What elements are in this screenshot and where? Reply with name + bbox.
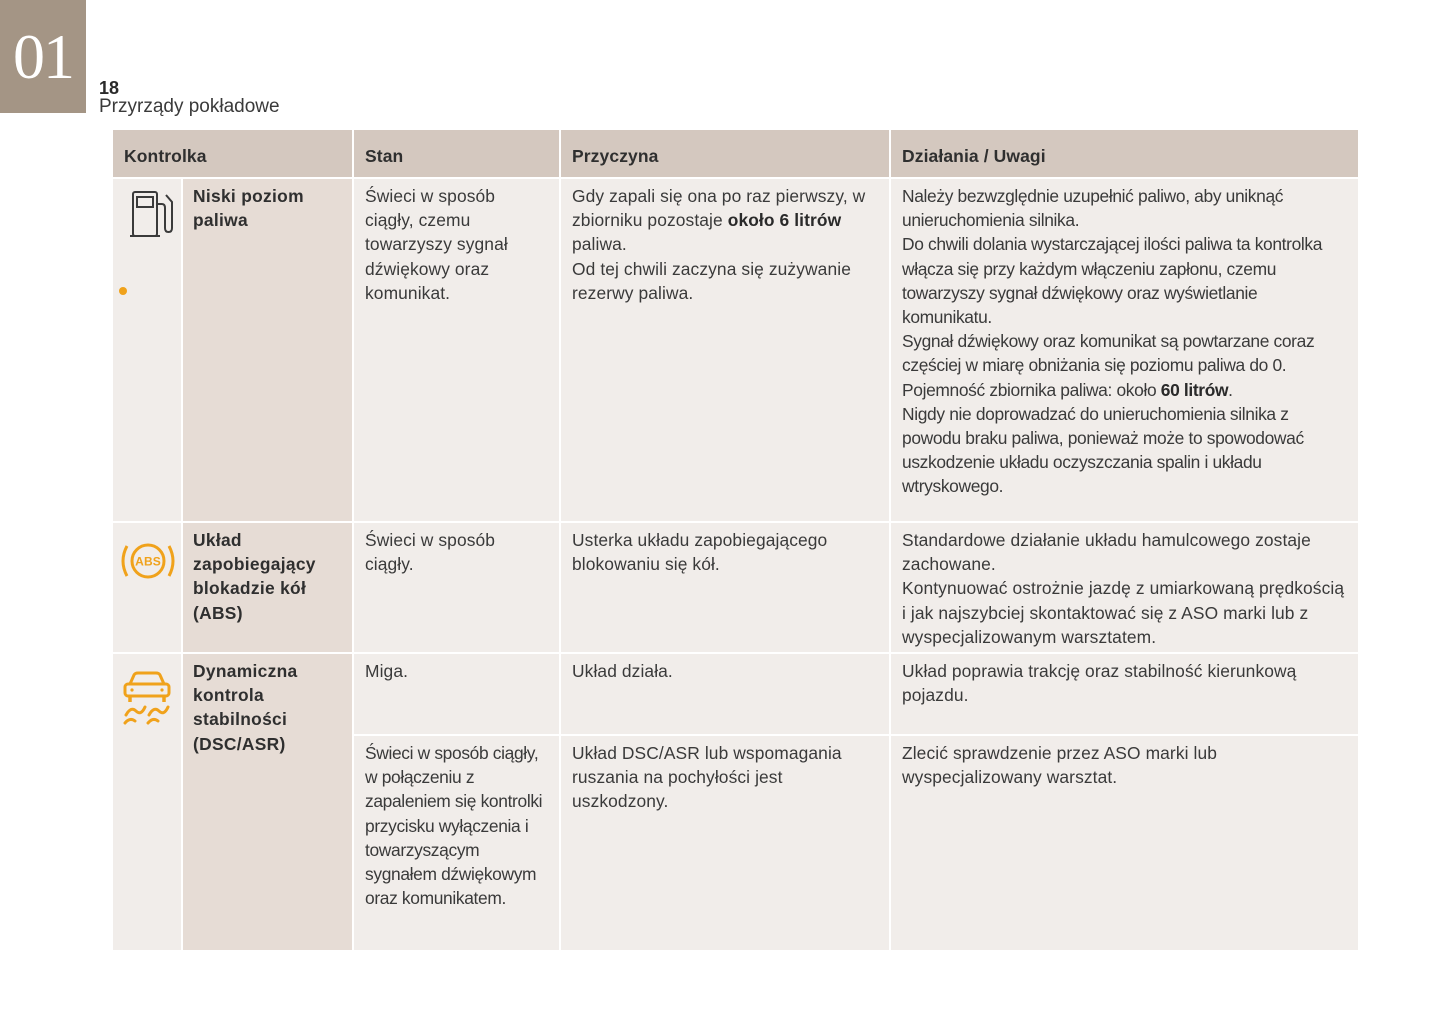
cause-fuel	[561, 179, 889, 521]
fuel-icon-cell	[113, 179, 181, 521]
fuel-pump-icon	[130, 188, 178, 238]
section-title: Przyrządy pokładowe	[99, 96, 280, 117]
actions-dsc-blinking: Układ poprawia trakcję oraz stabilność kierunkową pojazdu.	[891, 654, 1358, 734]
abs-warning-icon	[118, 536, 178, 586]
actions-fuel-p5: Nigdy nie doprowadzać do unieruchomienia silnika z powodu braku paliwa, ponieważ może to spowodować uszkodzenie układu oczyszczania spalin i układu wtryskowego.	[902, 403, 1304, 497]
state-abs: Świeci w sposób ciągły.	[354, 523, 559, 652]
page-number: 18	[99, 78, 120, 98]
actions-fuel-p4	[902, 378, 1344, 402]
cause-fuel-line2: Od tej chwili zaczyna się zużywanie rezerwy paliwa.	[572, 258, 851, 303]
actions-fuel	[891, 179, 1358, 521]
cause-dsc-blinking: Układ działa.	[561, 654, 889, 734]
cause-fuel-text-end: paliwa.	[572, 234, 627, 255]
chapter-tab	[0, 0, 86, 113]
actions-dsc-steady: Zlecić sprawdzenie przez ASO marki lub wyspecjalizowany warsztat.	[891, 736, 1358, 950]
amber-indicator-dot	[119, 287, 127, 295]
column-header-przyczyna: Przyczyna	[561, 130, 889, 177]
warning-name-dsc: Dynamiczna kontrola stabilności (DSC/ASR)	[183, 654, 352, 950]
column-header-stan: Stan	[354, 130, 559, 177]
abs-icon-cell	[113, 523, 181, 652]
abs-icon-label: ABS	[135, 554, 161, 569]
cause-dsc-steady: Układ DSC/ASR lub wspomagania ruszania na pochyłości jest uszkodzony.	[561, 736, 889, 950]
cause-abs: Usterka układu zapobiegającego blokowaniu się kół.	[561, 523, 889, 652]
stability-control-icon	[121, 670, 173, 726]
chapter-number: 01	[13, 20, 73, 92]
state-fuel: Świeci w sposób ciągły, czemu towarzyszy sygnał dźwiękowy oraz komunikat.	[354, 179, 559, 521]
dsc-icon-cell	[113, 654, 181, 950]
actions-fuel-p1: Należy bezwzględnie uzupełnić paliwo, aby uniknąć unieruchomienia silnika.	[902, 186, 1284, 231]
warning-name-abs: Układ zapobiegający blokadzie kół (ABS)	[183, 523, 352, 652]
tank-capacity-end: .	[1228, 379, 1233, 400]
tank-capacity-value: 60 litrów	[1160, 379, 1229, 400]
column-header-kontrolka: Kontrolka	[113, 130, 352, 177]
actions-abs-p2: Kontynuować ostrożnie jazdę z umiarkowaną prędkością i jak najszybciej skontaktować się z ASO marki lub z wyspecjalizowanym warsztatem.	[902, 578, 1345, 647]
state-dsc-steady: Świeci w sposób ciągły, w połączeniu z zapaleniem się kontrolki przycisku wyłączenia i towarzyszącym sygnałem dźwiękowym oraz komunikatem.	[354, 736, 559, 950]
actions-abs-p1: Standardowe działanie układu hamulcowego zostaje zachowane.	[902, 530, 1311, 575]
actions-fuel-p3: Sygnał dźwiękowy oraz komunikat są powtarzane coraz częściej w miarę obniżania się poziomu paliwa do 0.	[902, 331, 1315, 376]
actions-abs	[891, 523, 1358, 652]
actions-fuel-p2: Do chwili dolania wystarczającej ilości paliwa ta kontrolka włącza się przy każdym włączeniu zapłonu, czemu towarzyszy sygnał dźwiękowy oraz wyświetlanie komunikatu.	[902, 234, 1323, 328]
warning-name-fuel: Niski poziom paliwa	[183, 179, 352, 521]
column-header-dzialania: Działania / Uwagi	[891, 130, 1358, 177]
tank-capacity-label: Pojemność zbiornika paliwa: około	[902, 379, 1161, 400]
cause-fuel-text: Gdy zapali się ona po raz pierwszy, w zbiorniku pozostaje	[572, 186, 866, 231]
cause-fuel-bold: około 6 litrów	[727, 210, 842, 231]
state-dsc-blinking: Miga.	[354, 654, 559, 734]
